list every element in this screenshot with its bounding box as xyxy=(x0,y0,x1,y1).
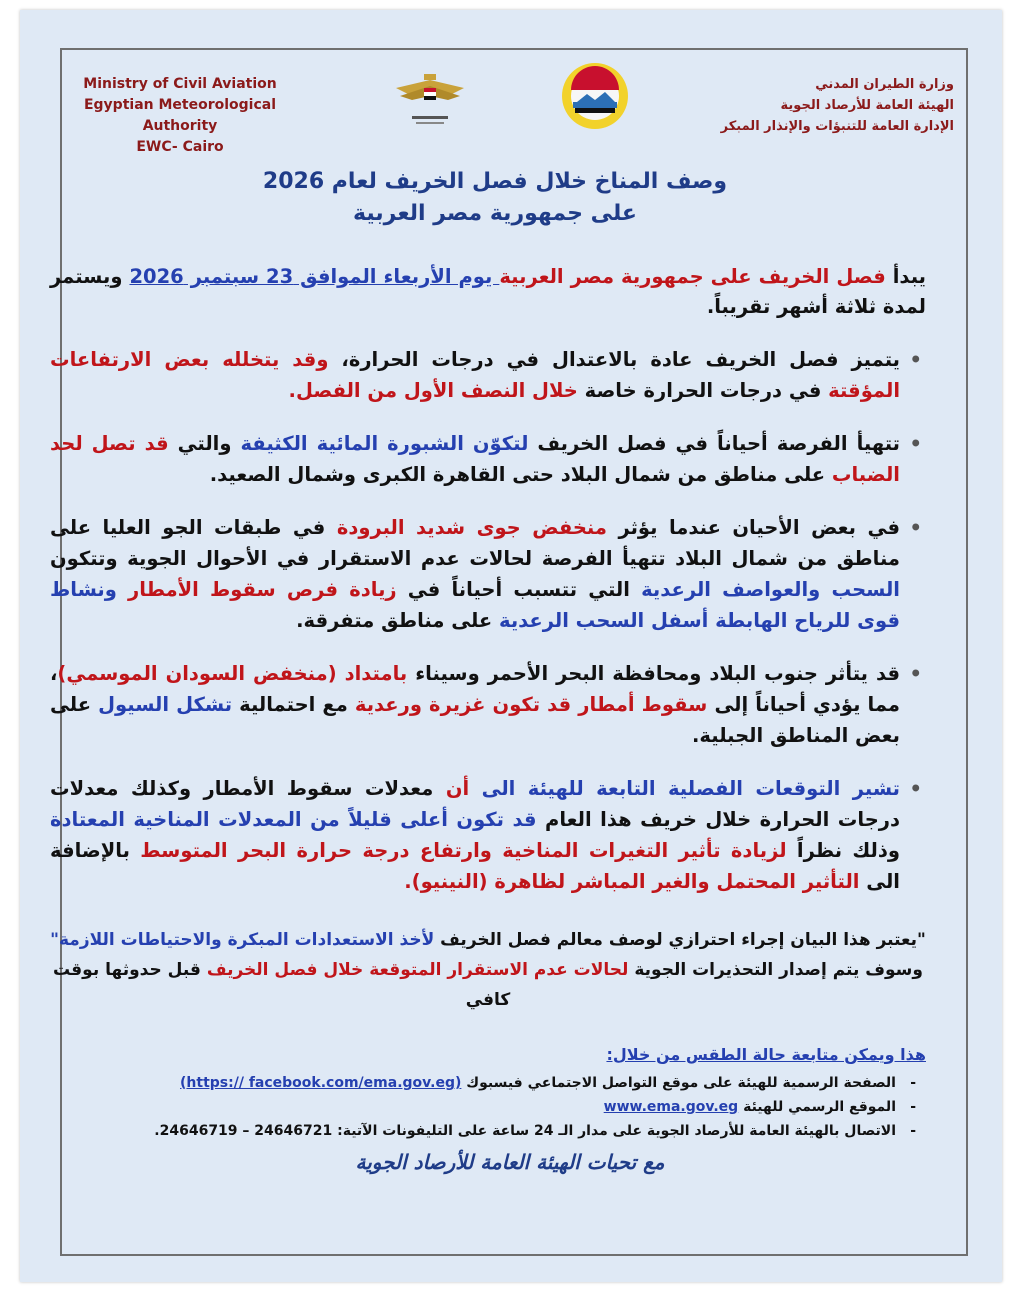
bullet-text: والتي xyxy=(168,432,241,455)
phone-row xyxy=(50,1119,926,1143)
bullet-text: على بعض المناطق الجبلية. xyxy=(50,693,900,747)
document-body xyxy=(50,262,926,1143)
bullet-text: مع احتمالية xyxy=(232,693,355,716)
intro-paragraph xyxy=(50,262,926,322)
advisory-text: "يعتبر هذا البيان إجراء احترازي لوصف معالم فصل الخريف xyxy=(434,930,926,950)
bullet-text: تتهيأ الفرصة أحياناً في فصل الخريف xyxy=(528,432,901,455)
bullet-icon: • xyxy=(909,777,922,800)
center-name-en: EWC- Cairo xyxy=(136,139,224,155)
bullet-text: بامتداد (منخفض السودان الموسمي) xyxy=(57,662,408,685)
bullet-text: سقوط أمطار قد تكون غزيرة ورعدية xyxy=(354,693,708,716)
bullet-text: قد تصل لحد الضباب xyxy=(50,432,900,486)
bullet-text: ، مما يؤدي أحياناً إلى xyxy=(50,662,900,716)
intro-text-1: يبدأ xyxy=(885,265,926,288)
bullet-text: التأثير المحتمل والغير المباشر لظاهرة (النينيو). xyxy=(404,870,860,893)
intro-text-4: ويستمر لمدة ثلاثة أشهر تقريباً. xyxy=(50,265,926,318)
bullet-text: وذلك نظراً xyxy=(786,839,900,862)
phone-numbers: 24646721 – 24646719. xyxy=(154,1123,333,1139)
bullet-text: زيادة فرص سقوط الأمطار xyxy=(128,578,397,601)
title-line-2: على جمهورية مصر العربية xyxy=(353,201,637,226)
facebook-row xyxy=(50,1071,926,1095)
bullet-item xyxy=(50,344,926,406)
header-english xyxy=(60,74,300,158)
bullet-text: تشير التوقعات الفصلية التابعة للهيئة الى xyxy=(469,777,901,800)
bullet-text: لزيادة تأثير التغيرات المناخية وارتفاع درجة حرارة البحر المتوسط xyxy=(140,839,787,862)
ministry-name-en: Ministry of Civil Aviation xyxy=(83,76,277,92)
facebook-label: الصفحة الرسمية للهيئة على موقع التواصل الاجتماعي فيسبوك xyxy=(461,1075,896,1091)
intro-text-2: فصل الخريف على جمهورية مصر العربية xyxy=(499,265,886,288)
ministry-name-ar: وزارة الطيران المدني xyxy=(815,77,954,92)
bullet-icon: • xyxy=(909,432,922,455)
aviation-wings-logo xyxy=(390,66,470,134)
bullet-text: منخفض جوى شديد البرودة xyxy=(336,516,607,539)
advisory-note xyxy=(50,925,926,1015)
bullet-text: على مناطق من شمال البلاد حتى القاهرة الكبرى وشمال الصعيد. xyxy=(209,463,832,486)
bullet-icon: • xyxy=(909,516,922,539)
bullet-text: يتميز فصل الخريف عادة بالاعتدال في درجات الحرارة، xyxy=(328,348,900,371)
authority-name-en: Egyptian Meteorological Authority xyxy=(83,97,277,134)
website-row xyxy=(50,1095,926,1119)
authority-name-ar: الهيئة العامة للأرصاد الجوية xyxy=(780,98,954,113)
bullet-text: قد تكون أعلى قليلاً من المعدلات المناخية المعتادة xyxy=(50,808,537,831)
advisory-line-2 xyxy=(50,955,926,1015)
bullet-text: أن xyxy=(445,777,470,800)
bullet-text: قد يتأثر جنوب البلاد ومحافظة البحر الأحمر وسيناء xyxy=(407,662,900,685)
phone-label: الاتصال بالهيئة العامة للأرصاد الجوية على مدار الـ 24 ساعة على التليفونات الآتية: xyxy=(332,1123,896,1139)
bullet-text: معدلات سقوط الأمطار وكذلك معدلات درجات الحرارة خلال خريف هذا العام xyxy=(50,777,901,831)
bullet-text: بالإضافة الى xyxy=(50,839,900,893)
website-link[interactable]: www.ema.gov.eg xyxy=(603,1099,739,1115)
intro-date: يوم الأربعاء الموافق 23 سبتمبر 2026 xyxy=(129,265,500,288)
header-arabic xyxy=(674,74,954,137)
advisory-text: وسوف يتم إصدار التحذيرات الجوية xyxy=(628,960,923,980)
dash-icon: - xyxy=(910,1075,916,1091)
bullet-text: في درجات الحرارة خاصة xyxy=(577,379,829,402)
bullet-item xyxy=(50,428,926,490)
bullet-text: خلال النصف الأول من الفصل. xyxy=(288,379,578,402)
advisory-text: لحالات عدم الاستقرار المتوقعة خلال فصل الخريف xyxy=(206,960,629,980)
bullet-text: في طبقات الجو العليا على مناطق من شمال البلاد تتهيأ الفرصة لحالات عدم الاستقرار في الأحوال الجوية وتتكون xyxy=(50,516,900,570)
dash-icon: - xyxy=(910,1099,916,1115)
bullet-list xyxy=(50,344,926,897)
follow-title: هذا ويمكن متابعة حالة الطقس من خلال: xyxy=(606,1045,926,1064)
bullet-text: السحب والعواصف الرعدية xyxy=(641,578,900,601)
bullet-text: وقد يتخلله بعض الارتفاعات المؤقتة xyxy=(50,348,900,402)
bullet-icon: • xyxy=(909,662,922,685)
facebook-link[interactable]: (https:// facebook.com/ema.gov.eg) xyxy=(180,1075,462,1091)
bullet-text: في بعض الأحيان عندما يؤثر xyxy=(606,516,900,539)
bullet-text: التي تتسبب أحياناً في xyxy=(396,578,642,601)
document-title xyxy=(200,166,790,230)
follow-section xyxy=(50,1043,926,1143)
bullet-item xyxy=(50,658,926,751)
advisory-text: قبل حدوثها بوقت كافي xyxy=(53,960,511,1010)
advisory-line-1 xyxy=(50,925,926,955)
center-name-ar: الإدارة العامة للتنبؤات والإنذار المبكر xyxy=(720,119,954,134)
bullet-text: ونشاط قوى للرياح الهابطة أسفل السحب الرعدية xyxy=(50,578,900,632)
bullet-item xyxy=(50,773,926,897)
bullet-text: على مناطق متفرقة. xyxy=(296,609,500,632)
bullet-text: تشكل السيول xyxy=(98,693,233,716)
closing-signature: مع تحيات الهيئة العامة للأرصاد الجوية xyxy=(355,1150,665,1174)
ema-logo xyxy=(555,58,635,132)
bullet-icon: • xyxy=(909,348,922,371)
bullet-item xyxy=(50,512,926,636)
bullet-text: لتكوّن الشبورة المائية الكثيفة xyxy=(240,432,529,455)
title-line-1: وصف المناخ خلال فصل الخريف لعام 2026 xyxy=(262,169,728,194)
website-label: الموقع الرسمي للهيئة xyxy=(738,1099,896,1115)
dash-icon: - xyxy=(910,1123,916,1139)
advisory-text: لأخذ الاستعدادات المبكرة والاحتياطات اللازمة" xyxy=(50,930,435,950)
